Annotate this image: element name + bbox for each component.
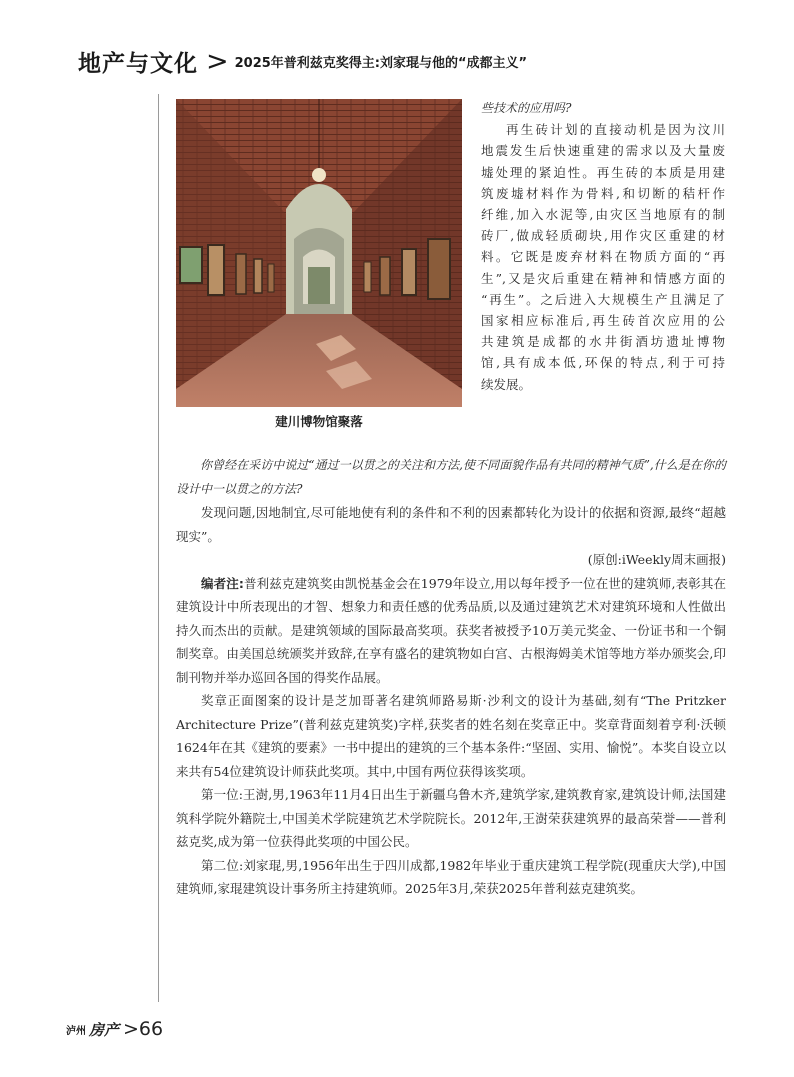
body-line: 砖厂,做成轻质砌块,用作灾区重建的材 [481,228,725,244]
body-line: 馆,具有成本低,环保的特点,利于可持 [481,355,725,371]
page-number: >66 [123,1018,164,1040]
body-line: 续发展。 [481,376,532,392]
body-line: “再生”。之后进入大规模生产且满足了 [481,291,725,307]
editor-note-text: 普利兹克建筑奖由凯悦基金会在1979年设立,用以每年授予一位在世的建筑师,表彰其在建筑设计中所表现出的才智、想象力和责任感的优秀品质,以及通过建筑艺术对建筑环境和人性做出持久而杰出的贡献。是建筑领域的国际最高奖项。获奖者被授予10万美元奖金、一份证书和一个铜制奖章。由美国总统颁奖并致辞,在享有盛名的建筑物如白宫、古根海姆美术馆等地方举办颁奖会,印制刊物并举办巡回各国的得奖作品展。 [176,575,727,685]
editor-note-label: 编者注: [201,575,244,591]
body-line: 生”,又是灾后重建在精神和情感方面的 [481,270,725,286]
interview-question: 你曾经在采访中说过“通过一以贯之的关注和方法,使不同面貌作品有共同的精神气质”,什么是在你的设计中一以贯之的方法? [176,458,726,496]
header-arrow: > [206,45,229,77]
second-winner-paragraph: 第二位:刘家琨,男,1956年出生于四川成都,1982年毕业于重庆建筑工程学院(现重庆大学),中国建筑师,家琨建筑设计事务所主持建筑师。2025年3月,荣获2025年普利兹克建筑奖。 [176,857,726,896]
first-winner-paragraph: 第一位:王澍,男,1963年11月4日出生于新疆乌鲁木齐,建筑学家,建筑教育家,建筑设计师,法国建筑科学院外籍院士,中国美术学院建筑艺术学院院长。2012年,王澍荣获建筑界的最高荣誉——普利兹克奖,成为第一位获得此奖项的中国公民。 [176,787,726,849]
body-line: 共建筑是成都的水井街酒坊遗址博物 [481,334,725,350]
section-title: 地产与文化 [78,50,198,77]
body-line: 地震发生后快速重建的需求以及大量废 [481,143,725,159]
source-note: (原创:iWeekly周末画报) [587,552,726,567]
body-line: 国家相应标准后,再生砖首次应用的公 [481,313,725,329]
article-title: 2025年普利兹克奖得主:刘家琨与他的“成都主义” [234,55,528,71]
editor-note [176,572,726,690]
page-header [78,46,527,76]
photo-caption: 建川博物馆聚落 [275,414,363,429]
interview-answer: 发现问题,因地制宜,尽可能地使有利的条件和不利的因素都转化为设计的依据和资源,最终“超越现实”。 [176,505,726,544]
right-column-text [481,98,725,395]
body-line: 再生砖计划的直接动机是因为汶川 [506,122,725,138]
museum-photo [176,99,462,407]
magazine-name: 房产 [89,1020,120,1039]
medal-paragraph: 奖章正面图案的设计是芝加哥著名建筑师路易斯·沙利文的设计为基础,刻有“The Pritzker Architecture Prize”(普利兹克建筑奖)字样,获奖者的姓名刻在奖章正中。奖章背面刻着亨利·沃顿1624年在其《建筑的要素》一书中提出的建筑的三个基本条件:“坚固、实用、愉悦”。本奖自设立以来共有54位建筑设计师获此奖项。其中,中国有两位获得该奖项。 [176,693,726,779]
body-line: 料。它既是废弃材料在物质方面的“再 [481,249,725,265]
magazine-city: 泸州 [66,1025,86,1037]
body-line: 墟处理的紧迫性。再生砖的本质是用建 [481,164,725,180]
body-line: 纤维,加入水泥等,由灾区当地原有的制 [481,207,725,223]
question-tail: 些技术的应用吗? [481,101,572,115]
body-line: 筑废墟材料作为骨料,和切断的秸杆作 [481,185,725,201]
main-text [176,454,726,901]
page-footer [66,1018,163,1040]
column-divider-line [158,94,159,1002]
